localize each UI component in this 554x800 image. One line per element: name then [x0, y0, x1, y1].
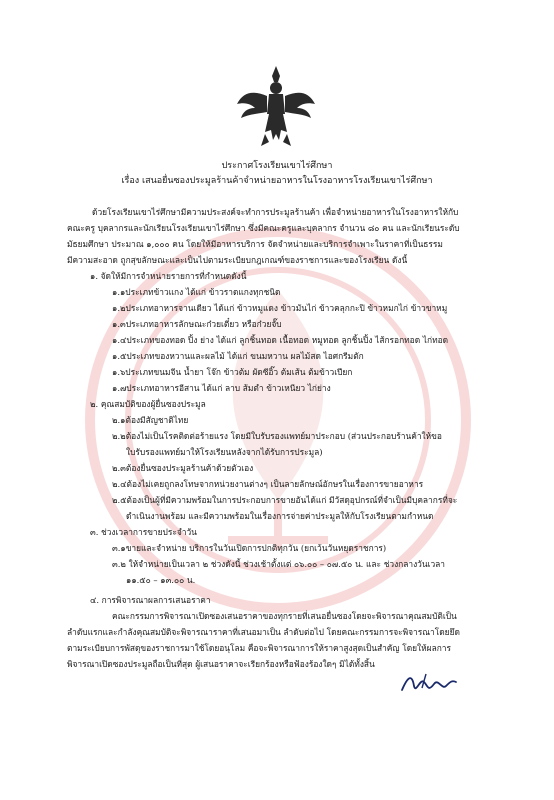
intro-line: มัธยมศึกษา ประมาณ ๑,๐๐๐ คน โดยให้มีอาหารบริการ จัดจำหน่ายและบริการจำเพาะในราคาที่เป็นธรรม: [67, 239, 443, 249]
section-heading: ๓. ช่วงเวลาการขายประจำวัน: [90, 527, 197, 537]
paragraph-line: ลำดับแรกและกำลังคุณสมบัติจะพิจารณาราคาที่เสนอมาเป็น ลำดับต่อไป โดยคณะกรรมการจะพิจารณาโดยยึด: [67, 627, 460, 637]
intro-line: มีความสะอาด ถูกสุขลักษณะและเป็นไปตามระเบียบกฎเกณฑ์ของราชการและของโรงเรียน ดังนี้: [67, 255, 408, 265]
list-item: ใบรับรองแพทย์มาให้โรงเรียนหลังจากได้รับการประมูล): [126, 447, 323, 457]
document-subject: เรื่อง เสนอยื่นซองประมูลร้านค้าจำหน่ายอาหารในโรงอาหารโรงเรียนเขาไร่ศึกษา: [121, 176, 433, 186]
list-item: ๓.๒ ให้จำหน่ายเป็นเวลา ๒ ช่วงดังนี้ ช่วงเช้าตั้งแต่ ๐๖.๐๐ – ๐๗.๕๐ น. และ ช่วงกลางวันเวลา: [112, 559, 445, 569]
list-item: ๑.๖ประเภทขนมจีน น้ำยา โจ๊ก ข้าวต้ม ผัดซีอิ๊ว ต้มเส้น ต้มข้าวเปียก: [112, 367, 353, 377]
list-item: ๒.๒ต้องไม่เป็นโรคติดต่อร้ายแรง โดยมีใบรับรองแพทย์มาประกอบ (ส่วนประกอบร้านค้าให้ขอ: [112, 431, 442, 441]
list-item: ๓.๑ขายและจำหน่าย บริการในวันเปิดการปกติทุกวัน (ยกเว้นวันหยุดราชการ): [112, 543, 387, 553]
paragraph-line: คณะกรรมการพิจารณาเปิดซองเสนอราคาของทุกรายที่เสนอยื่นซองโดยจะพิจารณาคุณสมบัติเป็น: [112, 611, 457, 621]
list-item: ๑.๕ประเภทของหวานและผลไม้ ได้แก่ ขนมหวาน ผลไม้สด ไอศกรีมตัก: [112, 351, 364, 361]
list-item: ๒.๔ต้องไม่เคยถูกลงโทษจากหน่วยงานต่างๆ เป็นลายลักษณ์อักษรในเรื่องการขายอาหาร: [112, 479, 424, 489]
list-item: ๑.๒ประเภทอาหารจานเดียว ได้แก่ ข้าวหมูแดง ข้าวมันไก่ ข้าวคลุกกะปิ ข้าวหมกไก่ ข้าวขาหมู: [112, 303, 448, 313]
list-item: ๑.๔ประเภทของทอด ปิ้ง ย่าง ได้แก่ ลูกชิ้นทอด เนื้อทอด หมูทอด ลูกชิ้นปิ้ง ไส้กรอกทอด ไก่ทอด: [112, 335, 449, 345]
handwritten-signature: [398, 668, 458, 698]
list-item: ๑.๑ประเภทข้าวแกง ได้แก่ ข้าวราดแกงทุกชนิด: [112, 287, 281, 297]
section-heading: ๔. การพิจารณาผลการเสนอราคา: [90, 595, 211, 605]
intro-line: ด้วยโรงเรียนเขาไร่ศึกษามีความประสงค์จะทำการประมูลร้านค้า เพื่อจำหน่ายอาหารในโรงอาหารให้กับ: [92, 207, 459, 217]
list-item: ๑๑.๕๐ – ๑๓.๐๐ น.: [126, 575, 196, 585]
list-item: ๑.๓ประเภทอาหารลักษณะก๋วยเตี๋ยว หรือก๋วยจั๊บ: [112, 319, 282, 329]
garuda-emblem-icon: [235, 64, 317, 148]
list-item: ๒.๓ต้องยื่นซองประมูลร้านค้าด้วยตัวเอง: [112, 463, 254, 473]
list-item: ดำเนินงานพร้อม และมีความพร้อมในเรื่องการจ่ายค่าประมูลให้กับโรงเรียนตามกำหนด: [126, 511, 434, 521]
list-item: ๒.๕ต้องเป็นผู้ที่มีความพร้อมในการประกอบการขายอันได้แก่ มีวัสดุอุปกรณ์ที่จำเป็นมีบุคลากรที่จะ: [112, 495, 458, 505]
paragraph-line: ตามระเบียบการพัสดุของราชการมาใช้โดยอนุโลม คือจะพิจารณาการให้ราคาสูงสุดเป็นสำคัญ โดยให้ผลการ: [67, 643, 451, 653]
section-heading: ๒. คุณสมบัติของผู้ยื่นซองประมูล: [90, 399, 206, 409]
intro-line: คณะครู บุคลากรและนักเรียนโรงเรียนเขาไร่ศึกษา ซึ่งมีคณะครูและบุคลากร จำนวน ๘๐ คน และนักเรียนระดับ: [67, 223, 460, 233]
section-heading: ๑. จัดให้มีการจำหน่ายรายการที่กำหนดดังนี้: [90, 271, 247, 281]
list-item: ๒.๑ต้องมีสัญชาติไทย: [112, 415, 189, 425]
paragraph-line: พิจารณาเปิดซองประมูลถือเป็นที่สุด ผู้เสนอราคาจะเรียกร้องหรือฟ้องร้องใดๆ มิได้ทั้งสิ้น: [67, 659, 375, 669]
list-item: ๑.๗ประเภทอาหารอีสาน ได้แก่ ลาบ ส้มตำ ข้าวเหนียว ไก่ย่าง: [112, 383, 331, 393]
document-title: ประกาศโรงเรียนเขาไร่ศึกษา: [221, 161, 333, 171]
